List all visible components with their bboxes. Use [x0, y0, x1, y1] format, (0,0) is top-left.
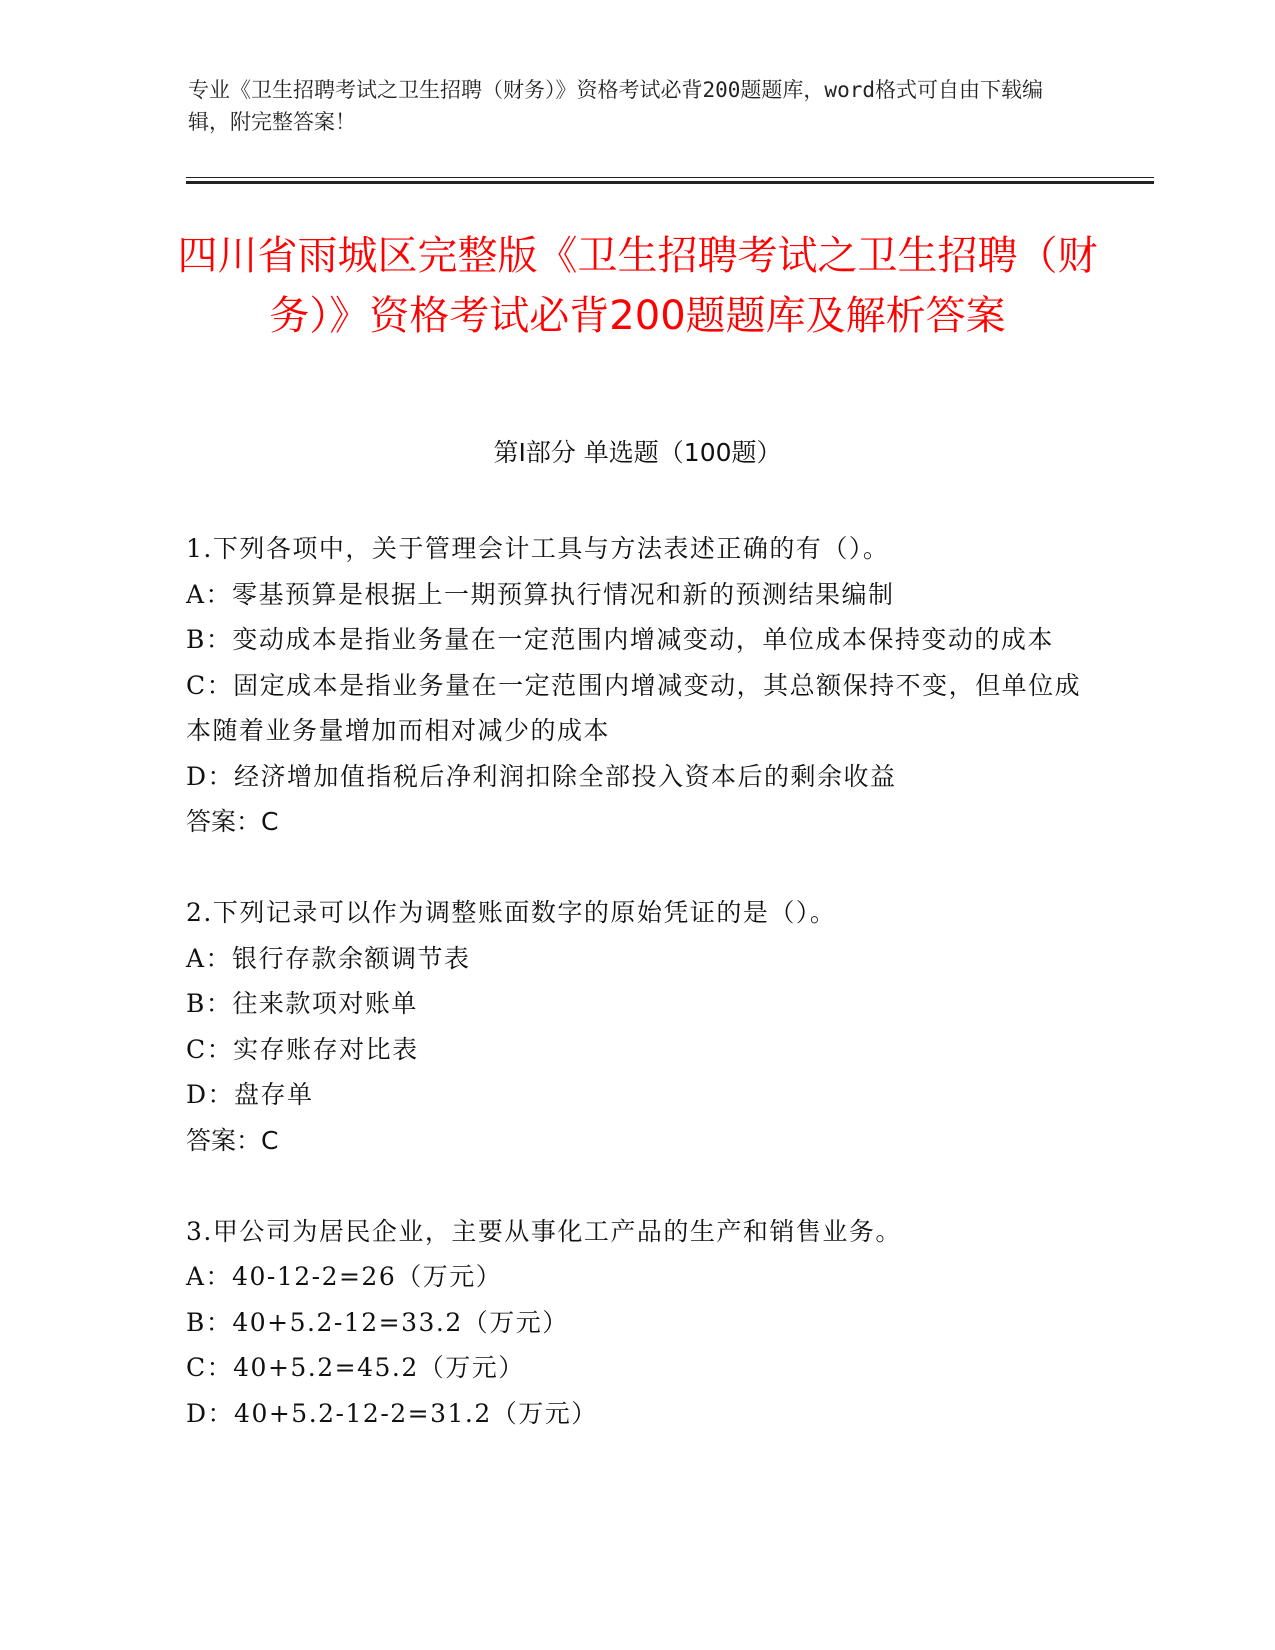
option-a: A：银行存款余额调节表: [186, 943, 471, 973]
header-rule-thick: [186, 181, 1154, 184]
option-c: C：实存账存对比表: [186, 1034, 419, 1064]
question-spacer: [186, 845, 1086, 891]
option-d: D：40+5.2-12-2=31.2（万元）: [186, 1398, 598, 1428]
section-heading: 第Ⅰ部分 单选题（100题）: [493, 438, 782, 467]
option-c: C：固定成本是指业务量在一定范围内增减变动，其总额保持不变，但单位成本随着业务量增加而相对减少的成本: [186, 670, 1082, 745]
question-stem: 2.下列记录可以作为调整账面数字的原始凭证的是（）。: [186, 898, 837, 927]
header-note: 专业《卫生招聘考试之卫生招聘（财务）》资格考试必背200题题库，word格式可自由下载编辑，附完整答案！: [188, 78, 1043, 134]
header-rule-thin: [186, 177, 1154, 178]
question-item: [186, 890, 1086, 1163]
answer-text: 答案：C: [186, 1125, 279, 1155]
option-d: D：盘存单: [186, 1080, 314, 1109]
option-d: D：经济增加值指税后净利润扣除全部投入资本后的剩余收益: [186, 761, 897, 791]
option-a: A：40-12-2=26（万元）: [186, 1262, 503, 1291]
question-stem: 1.下列各项中，关于管理会计工具与方法表述正确的有（）。: [186, 534, 890, 563]
option-b: B：40+5.2-12=33.2（万元）: [186, 1307, 569, 1337]
answer-text: 答案：C: [186, 807, 279, 836]
question-list: [186, 526, 1086, 1436]
option-c: C：40+5.2=45.2（万元）: [186, 1353, 525, 1382]
document-title: 四川省雨城区完整版《卫生招聘考试之卫生招聘（财务）》资格考试必背200题题库及解析答案: [177, 233, 1098, 339]
question-item: [186, 1209, 1086, 1437]
option-b: B：变动成本是指业务量在一定范围内增减变动，单位成本保持变动的成本: [186, 625, 1054, 654]
question-item: [186, 526, 1086, 845]
option-b: B：往来款项对账单: [186, 989, 418, 1018]
question-stem: 3.甲公司为居民企业，主要从事化工产品的生产和销售业务。: [186, 1216, 902, 1246]
question-spacer: [186, 1163, 1086, 1209]
option-a: A：零基预算是根据上一期预算执行情况和新的预测结果编制: [186, 579, 895, 609]
